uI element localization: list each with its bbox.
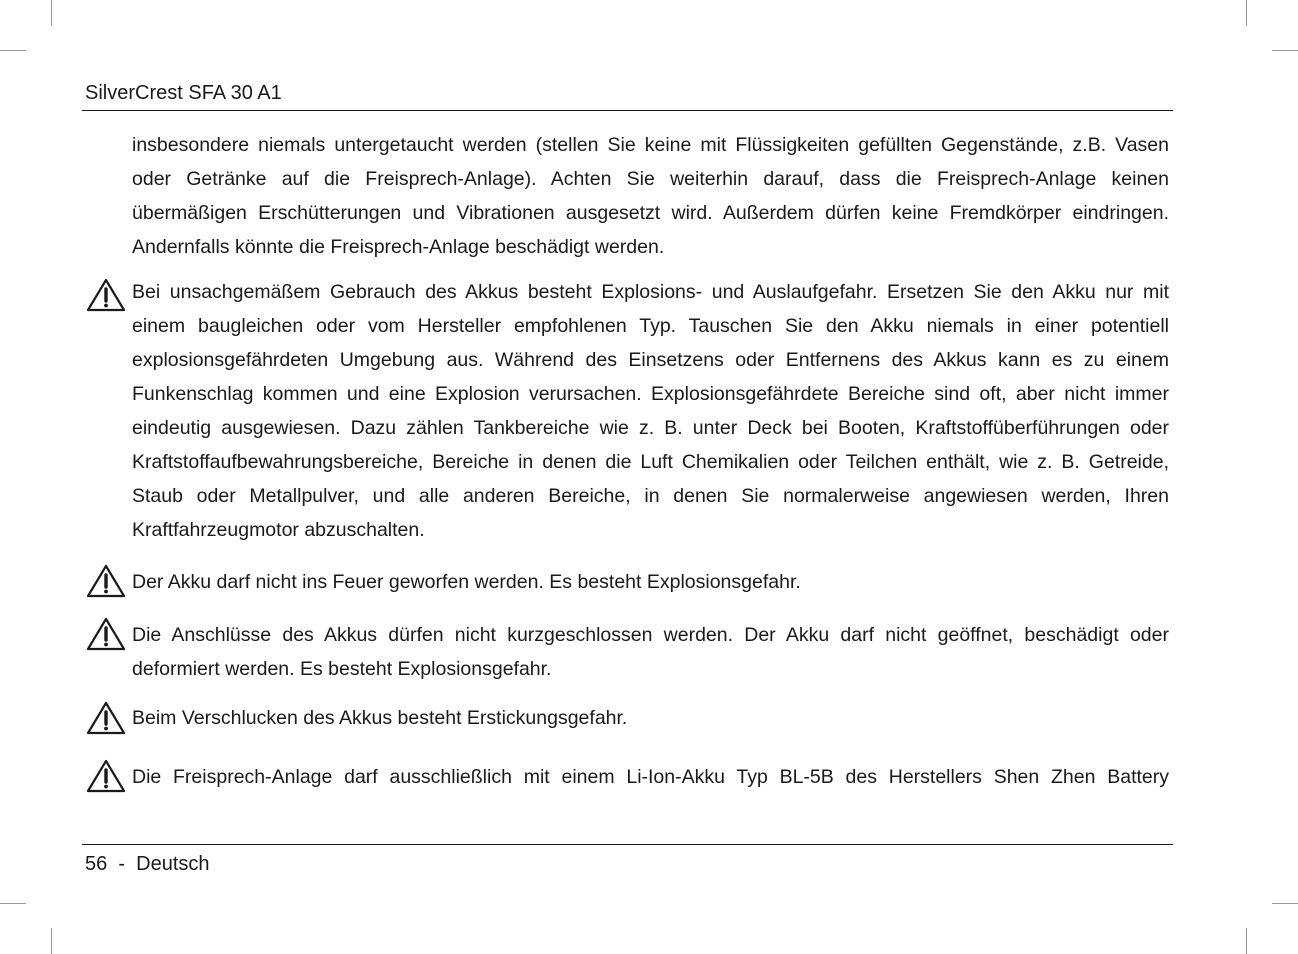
warning-paragraph: Die Freisprech-Anlage darf ausschließlich mit einem Li-Ion-Akku Typ BL-5B des Herstellers Shen Zhen Battery [132, 766, 1169, 788]
warning-triangle-icon [86, 564, 126, 598]
warning-paragraph: Bei unsachgemäßem Gebrauch des Akkus besteht Explosions- und Auslaufgefahr. Ersetzen Sie den Akku nur mit einem baugleichen oder vom Hersteller empfohlenen Typ. Tauschen Sie den Akku niemals in einer potentiell explosionsgefährdeten Umgebung aus. Während des Einsetzens oder Entfernens des Akkus kann es zu einem Funkenschlag kommen und eine Explosion verursachen. Explosionsgefährdete Bereiche sind oft, aber nicht immer eindeutig ausgewiesen. Dazu zählen Tankbereiche wie z. B. unter Deck bei Booten, Kraftstoffüberführungen oder Kraftstoffaufbewahrungsbereiche, Bereiche in denen die Luft Chemikalien oder Teilchen enthält, wie z. B. Getreide, Staub oder Metallpulver, und alle anderen Bereiche, in denen Sie normalerweise angewiesen werden, Ihren Kraftfahrzeugmotor abzuschalten. [132, 281, 1169, 541]
crop-mark [1272, 50, 1298, 51]
body-paragraph: insbesondere niemals untergetaucht werden (stellen Sie keine mit Flüssigkeiten gefüllten Gegenstände, z.B. Vasen oder Getränke auf die Freisprech-Anlage). Achten Sie weiterhin darauf, dass die Freisprech-Anlage keinen übermäßigen Erschütterungen und Vibrationen ausgesetzt wird. Außerdem dürfen keine Fremdkörper eindringen. Andernfalls könnte die Freisprech-Anlage beschädigt werden. [132, 134, 1169, 258]
crop-mark [0, 903, 26, 904]
crop-mark [51, 0, 52, 26]
footer-rule [82, 844, 1173, 845]
crop-mark [51, 928, 52, 954]
page-header: SilverCrest SFA 30 A1 [85, 82, 282, 104]
page-footer [85, 851, 210, 877]
warning-triangle-icon [86, 278, 126, 312]
crop-mark [0, 50, 26, 51]
warning-paragraph: Die Anschlüsse des Akkus dürfen nicht kurzgeschlossen werden. Der Akku darf nicht geöffnet, beschädigt oder deformiert werden. Es besteht Explosionsgefahr. [132, 624, 1169, 680]
warning-paragraph: Der Akku darf nicht ins Feuer geworfen werden. Es besteht Explosionsgefahr. [132, 571, 801, 593]
warning-paragraph: Beim Verschlucken des Akkus besteht Erstickungsgefahr. [132, 707, 628, 729]
footer-language: Deutsch [136, 853, 210, 875]
warning-triangle-icon [86, 759, 126, 793]
crop-mark [1272, 903, 1298, 904]
header-rule [82, 110, 1173, 111]
page-number: 56 [85, 853, 108, 875]
warning-triangle-icon [86, 701, 126, 735]
crop-mark [1246, 928, 1247, 954]
footer-separator: - [118, 853, 126, 875]
crop-mark [1246, 0, 1247, 26]
warning-triangle-icon [86, 617, 126, 651]
